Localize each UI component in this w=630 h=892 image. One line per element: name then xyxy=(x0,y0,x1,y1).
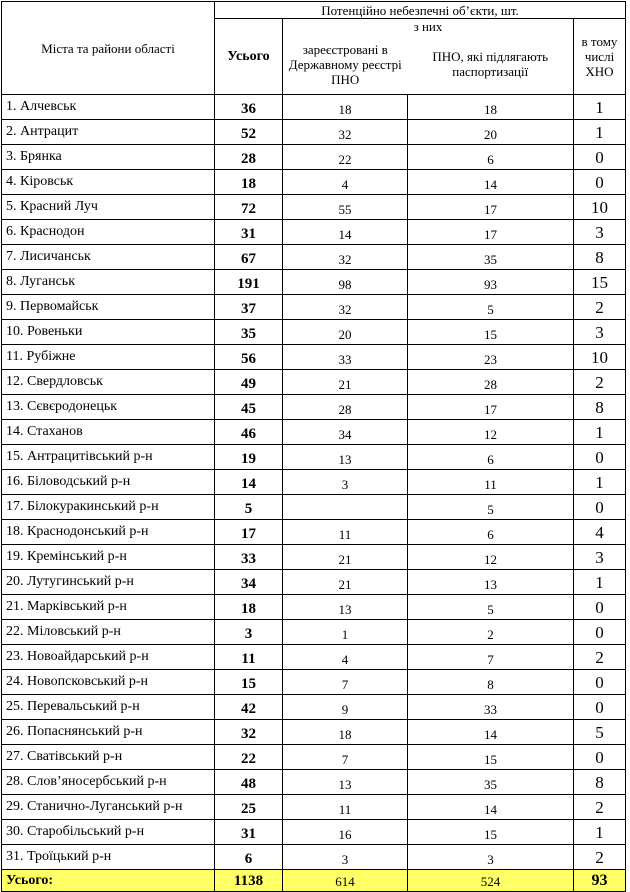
city-name: 14. Стаханов xyxy=(2,420,215,445)
total-count: 31 xyxy=(215,820,283,845)
registered-count: 7 xyxy=(283,745,408,770)
registered-count: 33 xyxy=(283,345,408,370)
registered-count: 13 xyxy=(283,445,408,470)
registered-count: 13 xyxy=(283,595,408,620)
city-name: 31. Троїцький р-н xyxy=(2,845,215,870)
xno-count: 0 xyxy=(574,745,626,770)
table-row xyxy=(2,145,626,170)
passport-count: 6 xyxy=(408,445,574,470)
xno-count: 1 xyxy=(574,95,626,120)
city-name: 2. Антрацит xyxy=(2,120,215,145)
total-count: 5 xyxy=(215,495,283,520)
city-name: 24. Новопсковський р-н xyxy=(2,670,215,695)
city-name: 25. Перевальський р-н xyxy=(2,695,215,720)
total-count: 19 xyxy=(215,445,283,470)
city-name: 1. Алчевськ xyxy=(2,95,215,120)
table-row xyxy=(2,645,626,670)
header-of-them xyxy=(283,19,574,35)
registered-count: 32 xyxy=(283,120,408,145)
city-name: 10. Ровеньки xyxy=(2,320,215,345)
city-name: 4. Кіровськ xyxy=(2,170,215,195)
total-count: 25 xyxy=(215,795,283,820)
city-name: 6. Краснодон xyxy=(2,220,215,245)
total-count: 35 xyxy=(215,320,283,345)
table-row xyxy=(2,345,626,370)
xno-count: 2 xyxy=(574,845,626,870)
passport-count: 20 xyxy=(408,120,574,145)
total-count: 3 xyxy=(215,620,283,645)
passport-count: 15 xyxy=(408,745,574,770)
xno-count: 1 xyxy=(574,120,626,145)
total-count: 72 xyxy=(215,195,283,220)
passport-count: 35 xyxy=(408,770,574,795)
passport-count: 15 xyxy=(408,820,574,845)
city-name: 29. Станично-Луганський р-н xyxy=(2,795,215,820)
registered-count: 55 xyxy=(283,195,408,220)
table-row xyxy=(2,670,626,695)
city-name: 21. Марківський р-н xyxy=(2,595,215,620)
registered-count: 28 xyxy=(283,395,408,420)
total-count: 18 xyxy=(215,170,283,195)
total-count: 52 xyxy=(215,120,283,145)
table-row xyxy=(2,195,626,220)
city-name: 30. Старобільський р-н xyxy=(2,820,215,845)
xno-count: 2 xyxy=(574,370,626,395)
xno-count: 8 xyxy=(574,770,626,795)
passport-count: 17 xyxy=(408,395,574,420)
city-name: 16. Біловодський р-н xyxy=(2,470,215,495)
city-name: 18. Краснодонський р-н xyxy=(2,520,215,545)
passport-count: 6 xyxy=(408,145,574,170)
registered-count: 98 xyxy=(283,270,408,295)
passport-count: 14 xyxy=(408,720,574,745)
table-row xyxy=(2,120,626,145)
summary-registered-count: 614 xyxy=(283,870,408,892)
table-row xyxy=(2,220,626,245)
registered-count: 21 xyxy=(283,570,408,595)
city-name: 8. Луганськ xyxy=(2,270,215,295)
xno-count: 1 xyxy=(574,570,626,595)
xno-count: 1 xyxy=(574,420,626,445)
table-row xyxy=(2,295,626,320)
table-row xyxy=(2,95,626,120)
passport-count: 14 xyxy=(408,795,574,820)
table-row xyxy=(2,520,626,545)
city-name: 17. Білокуракинський р-н xyxy=(2,495,215,520)
registered-count: 9 xyxy=(283,695,408,720)
registered-count: 13 xyxy=(283,770,408,795)
total-count: 45 xyxy=(215,395,283,420)
header-passport-label: ПНО, які підлягають паспортизації xyxy=(432,49,549,80)
xno-count: 0 xyxy=(574,495,626,520)
total-count: 6 xyxy=(215,845,283,870)
passport-count: 11 xyxy=(408,470,574,495)
table-row xyxy=(2,770,626,795)
total-count: 46 xyxy=(215,420,283,445)
total-count: 33 xyxy=(215,545,283,570)
xno-count: 0 xyxy=(574,620,626,645)
table-row xyxy=(2,720,626,745)
summary-total-count: 1138 xyxy=(215,870,283,892)
city-name: 19. Кремінський р-н xyxy=(2,545,215,570)
total-count: 11 xyxy=(215,645,283,670)
table-row xyxy=(2,570,626,595)
registered-count: 32 xyxy=(283,245,408,270)
total-count: 36 xyxy=(215,95,283,120)
registered-count: 11 xyxy=(283,520,408,545)
registered-count: 16 xyxy=(283,820,408,845)
city-name: 11. Рубіжне xyxy=(2,345,215,370)
total-count: 17 xyxy=(215,520,283,545)
summary-row xyxy=(2,870,626,892)
table-row xyxy=(2,370,626,395)
table-row xyxy=(2,270,626,295)
header-xno xyxy=(574,19,626,95)
xno-count: 0 xyxy=(574,670,626,695)
passport-count: 7 xyxy=(408,645,574,670)
total-count: 48 xyxy=(215,770,283,795)
passport-count: 93 xyxy=(408,270,574,295)
xno-count: 3 xyxy=(574,545,626,570)
total-count: 67 xyxy=(215,245,283,270)
registered-count: 4 xyxy=(283,170,408,195)
city-name: 20. Лутугинський р-н xyxy=(2,570,215,595)
passport-count: 5 xyxy=(408,595,574,620)
header-group-label: Потенційно небезпечні об’єкти, шт. xyxy=(321,2,519,18)
xno-count: 0 xyxy=(574,170,626,195)
city-name: 22. Міловський р-н xyxy=(2,620,215,645)
registered-count: 34 xyxy=(283,420,408,445)
registered-count: 14 xyxy=(283,220,408,245)
passport-count: 23 xyxy=(408,345,574,370)
xno-count: 8 xyxy=(574,395,626,420)
city-name: 7. Лисичанськ xyxy=(2,245,215,270)
total-count: 22 xyxy=(215,745,283,770)
header-xno-label: в тому числі ХНО xyxy=(581,34,618,79)
passport-count: 12 xyxy=(408,420,574,445)
city-name: 13. Сєвєродонецьк xyxy=(2,395,215,420)
passport-count: 35 xyxy=(408,245,574,270)
total-count: 34 xyxy=(215,570,283,595)
passport-count: 5 xyxy=(408,295,574,320)
summary-city-name: Усього: xyxy=(2,870,215,892)
passport-count: 33 xyxy=(408,695,574,720)
table-row xyxy=(2,420,626,445)
city-name: 26. Попаснянський р-н xyxy=(2,720,215,745)
registered-count: 7 xyxy=(283,670,408,695)
city-name: 3. Брянка xyxy=(2,145,215,170)
table-row xyxy=(2,795,626,820)
total-count: 56 xyxy=(215,345,283,370)
table-row xyxy=(2,395,626,420)
total-count: 14 xyxy=(215,470,283,495)
table-row xyxy=(2,495,626,520)
passport-count: 13 xyxy=(408,570,574,595)
passport-count: 17 xyxy=(408,220,574,245)
passport-count: 14 xyxy=(408,170,574,195)
passport-count: 12 xyxy=(408,545,574,570)
table-row xyxy=(2,845,626,870)
passport-count: 2 xyxy=(408,620,574,645)
xno-count: 2 xyxy=(574,795,626,820)
table-row xyxy=(2,620,626,645)
xno-count: 2 xyxy=(574,645,626,670)
xno-count: 5 xyxy=(574,720,626,745)
registered-count: 3 xyxy=(283,845,408,870)
table-row xyxy=(2,320,626,345)
registered-count: 11 xyxy=(283,795,408,820)
table-row xyxy=(2,545,626,570)
registered-count: 32 xyxy=(283,295,408,320)
registered-count: 1 xyxy=(283,620,408,645)
total-count: 32 xyxy=(215,720,283,745)
city-name: 5. Красний Луч xyxy=(2,195,215,220)
total-count: 191 xyxy=(215,270,283,295)
total-count: 18 xyxy=(215,595,283,620)
registered-count: 18 xyxy=(283,95,408,120)
passport-count: 15 xyxy=(408,320,574,345)
total-count: 49 xyxy=(215,370,283,395)
table-row xyxy=(2,470,626,495)
xno-count: 15 xyxy=(574,270,626,295)
xno-count: 1 xyxy=(574,470,626,495)
table-row xyxy=(2,820,626,845)
header-cities xyxy=(2,2,215,95)
city-name: 27. Сватівський р-н xyxy=(2,745,215,770)
passport-count: 3 xyxy=(408,845,574,870)
passport-count: 6 xyxy=(408,520,574,545)
header-total xyxy=(215,19,283,95)
passport-count: 28 xyxy=(408,370,574,395)
registered-count: 4 xyxy=(283,645,408,670)
registered-count: 20 xyxy=(283,320,408,345)
total-count: 15 xyxy=(215,670,283,695)
registered-count xyxy=(283,495,408,520)
passport-count: 17 xyxy=(408,195,574,220)
xno-count: 0 xyxy=(574,445,626,470)
registered-count: 21 xyxy=(283,545,408,570)
table-row xyxy=(2,595,626,620)
header-registered xyxy=(283,35,408,95)
total-count: 31 xyxy=(215,220,283,245)
city-name: 12. Свердловськ xyxy=(2,370,215,395)
table-row xyxy=(2,695,626,720)
summary-passport-count: 524 xyxy=(408,870,574,892)
header-total-label: Усього xyxy=(227,49,270,64)
xno-count: 0 xyxy=(574,595,626,620)
table-row xyxy=(2,245,626,270)
total-count: 37 xyxy=(215,295,283,320)
registered-count: 22 xyxy=(283,145,408,170)
registered-count: 21 xyxy=(283,370,408,395)
xno-count: 2 xyxy=(574,295,626,320)
passport-count: 18 xyxy=(408,95,574,120)
city-name: 15. Антрацитівський р-н xyxy=(2,445,215,470)
table-row xyxy=(2,745,626,770)
xno-count: 0 xyxy=(574,145,626,170)
table-row xyxy=(2,170,626,195)
header-of-them-label: з них xyxy=(413,19,443,35)
xno-count: 10 xyxy=(574,345,626,370)
xno-count: 10 xyxy=(574,195,626,220)
table-row xyxy=(2,445,626,470)
xno-count: 3 xyxy=(574,220,626,245)
xno-count: 4 xyxy=(574,520,626,545)
header-registered-label: зареєстровані в Державному реєстрі ПНО xyxy=(288,41,402,87)
registered-count: 18 xyxy=(283,720,408,745)
hazard-objects-table xyxy=(1,1,626,892)
header-passport xyxy=(408,35,574,95)
total-count: 42 xyxy=(215,695,283,720)
xno-count: 3 xyxy=(574,320,626,345)
xno-count: 8 xyxy=(574,245,626,270)
header-group xyxy=(215,2,626,19)
city-name: 28. Слов’яносербський р-н xyxy=(2,770,215,795)
xno-count: 1 xyxy=(574,820,626,845)
registered-count: 3 xyxy=(283,470,408,495)
xno-count: 0 xyxy=(574,695,626,720)
city-name: 9. Первомайськ xyxy=(2,295,215,320)
passport-count: 5 xyxy=(408,495,574,520)
city-name: 23. Новоайдарський р-н xyxy=(2,645,215,670)
passport-count: 8 xyxy=(408,670,574,695)
summary-xno-count: 93 xyxy=(574,870,626,892)
total-count: 28 xyxy=(215,145,283,170)
header-cities-label: Міста та райони області xyxy=(41,40,175,56)
